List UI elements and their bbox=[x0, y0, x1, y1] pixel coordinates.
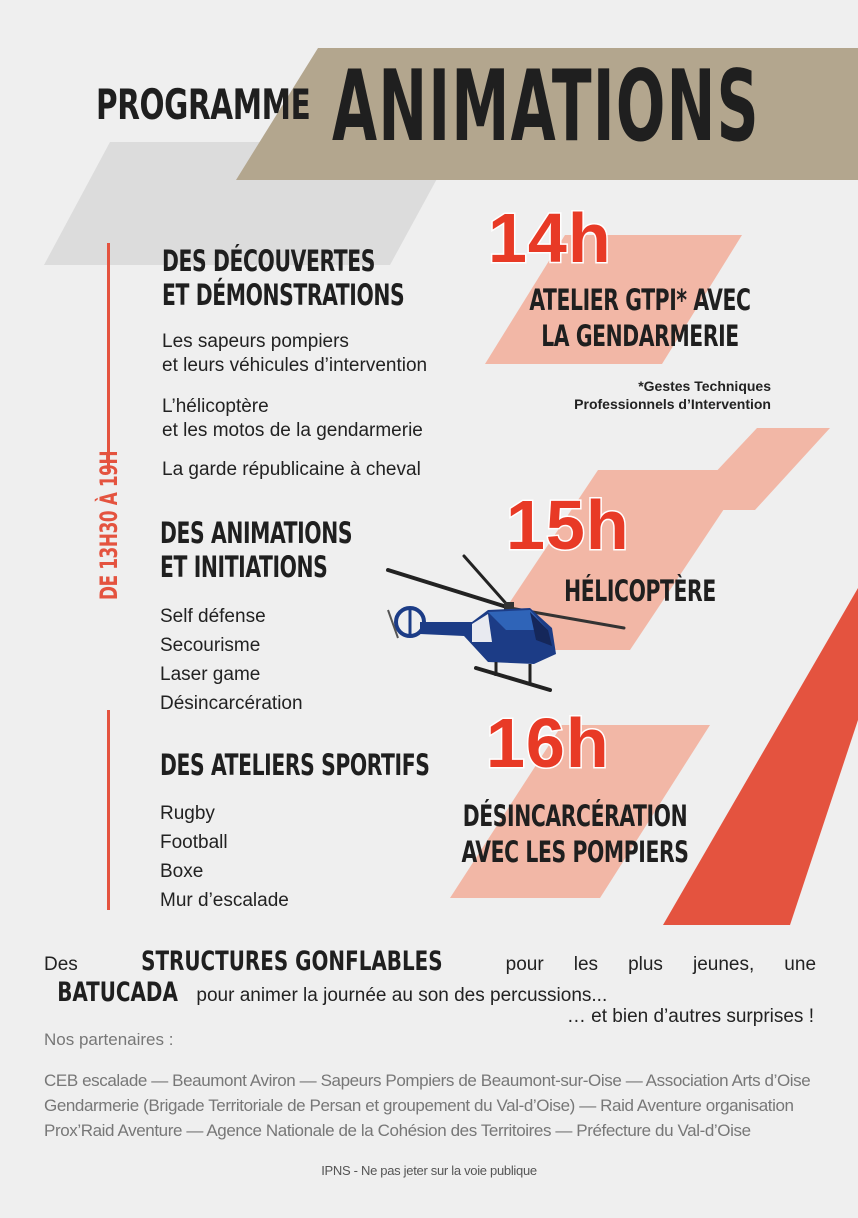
hour-16h: 16h bbox=[486, 704, 610, 782]
footnote-line: Professionnels d’Intervention bbox=[574, 396, 771, 412]
section-title-animations bbox=[160, 516, 352, 584]
partners-line: CEB escalade — Beaumont Aviron — Sapeurs Pompiers de Beaumont-sur-Oise — Association Arts d’Oise bbox=[44, 1071, 811, 1090]
list-item: et leurs véhicules d’intervention bbox=[162, 355, 428, 376]
list-item: L’hélicoptère bbox=[162, 396, 269, 417]
list-item: Football bbox=[160, 832, 228, 853]
list-item: Self défense bbox=[160, 606, 266, 627]
section-title-line: ET INITIATIONS bbox=[160, 550, 328, 584]
event-14h bbox=[500, 282, 781, 354]
section-title-decouvertes bbox=[162, 244, 404, 312]
list-item: Mur d’escalade bbox=[160, 890, 289, 911]
list-item: La garde républicaine à cheval bbox=[162, 459, 421, 480]
hour-14h: 14h bbox=[488, 199, 612, 277]
highlight-batucada: BATUCADA bbox=[57, 977, 178, 1008]
list-item: Boxe bbox=[160, 861, 204, 882]
event-line: LA GENDARMERIE bbox=[541, 319, 739, 353]
section-title-line: DES DÉCOUVERTES bbox=[162, 244, 376, 278]
section-title-line: ET DÉMONSTRATIONS bbox=[162, 278, 405, 312]
timeline-top-line bbox=[107, 243, 110, 471]
partners-list bbox=[44, 1068, 834, 1143]
event-line: DÉSINCARCÉRATION bbox=[462, 799, 688, 833]
text-span: pour animer la journée au son des percussions... bbox=[196, 985, 608, 1006]
event-15h: HÉLICOPTÈRE bbox=[564, 574, 716, 608]
title-animations: ANIMATIONS bbox=[332, 50, 760, 164]
highlight-structures: STRUCTURES GONFLABLES bbox=[140, 946, 443, 977]
title-programme: PROGRAMME bbox=[96, 80, 311, 129]
time-range-label: DE 13H30 À 19H bbox=[95, 450, 123, 600]
list-item: Laser game bbox=[160, 664, 261, 685]
list-item: Rugby bbox=[160, 803, 215, 824]
partners-line: Prox’Raid Aventure — Agence Nationale de la Cohésion des Territoires — Préfecture du Val-d’Oise bbox=[44, 1121, 751, 1140]
section-title-line: DES ANIMATIONS bbox=[160, 516, 353, 550]
partners-title: Nos partenaires : bbox=[44, 1030, 174, 1049]
hour-15h: 15h bbox=[506, 486, 630, 564]
text-span: Des bbox=[44, 954, 78, 975]
event-16h bbox=[435, 798, 716, 870]
surprises-text: … et bien d’autres surprises ! bbox=[566, 1006, 814, 1027]
section-title-ateliers: DES ATELIERS SPORTIFS bbox=[160, 748, 430, 782]
list-item: et les motos de la gendarmerie bbox=[162, 420, 423, 441]
gtpi-footnote bbox=[574, 377, 771, 413]
info-paragraph bbox=[44, 948, 816, 1010]
list-item: Désincarcération bbox=[160, 693, 303, 714]
footer-ipns: IPNS - Ne pas jeter sur la voie publique bbox=[321, 1163, 537, 1178]
text-span: pour les plus jeunes, une bbox=[505, 954, 817, 975]
list-item: Les sapeurs pompiers bbox=[162, 331, 349, 352]
footnote-line: *Gestes Techniques bbox=[638, 378, 771, 394]
red-stripe bbox=[663, 588, 858, 925]
list-item: Secourisme bbox=[160, 635, 261, 656]
event-line: AVEC LES POMPIERS bbox=[461, 835, 689, 869]
event-line: ATELIER GTPI* AVEC bbox=[529, 283, 751, 317]
timeline-bottom-line bbox=[107, 710, 110, 910]
partners-line: Gendarmerie (Brigade Territoriale de Persan et groupement du Val-d’Oise) — Raid Aventure organisation bbox=[44, 1096, 794, 1115]
